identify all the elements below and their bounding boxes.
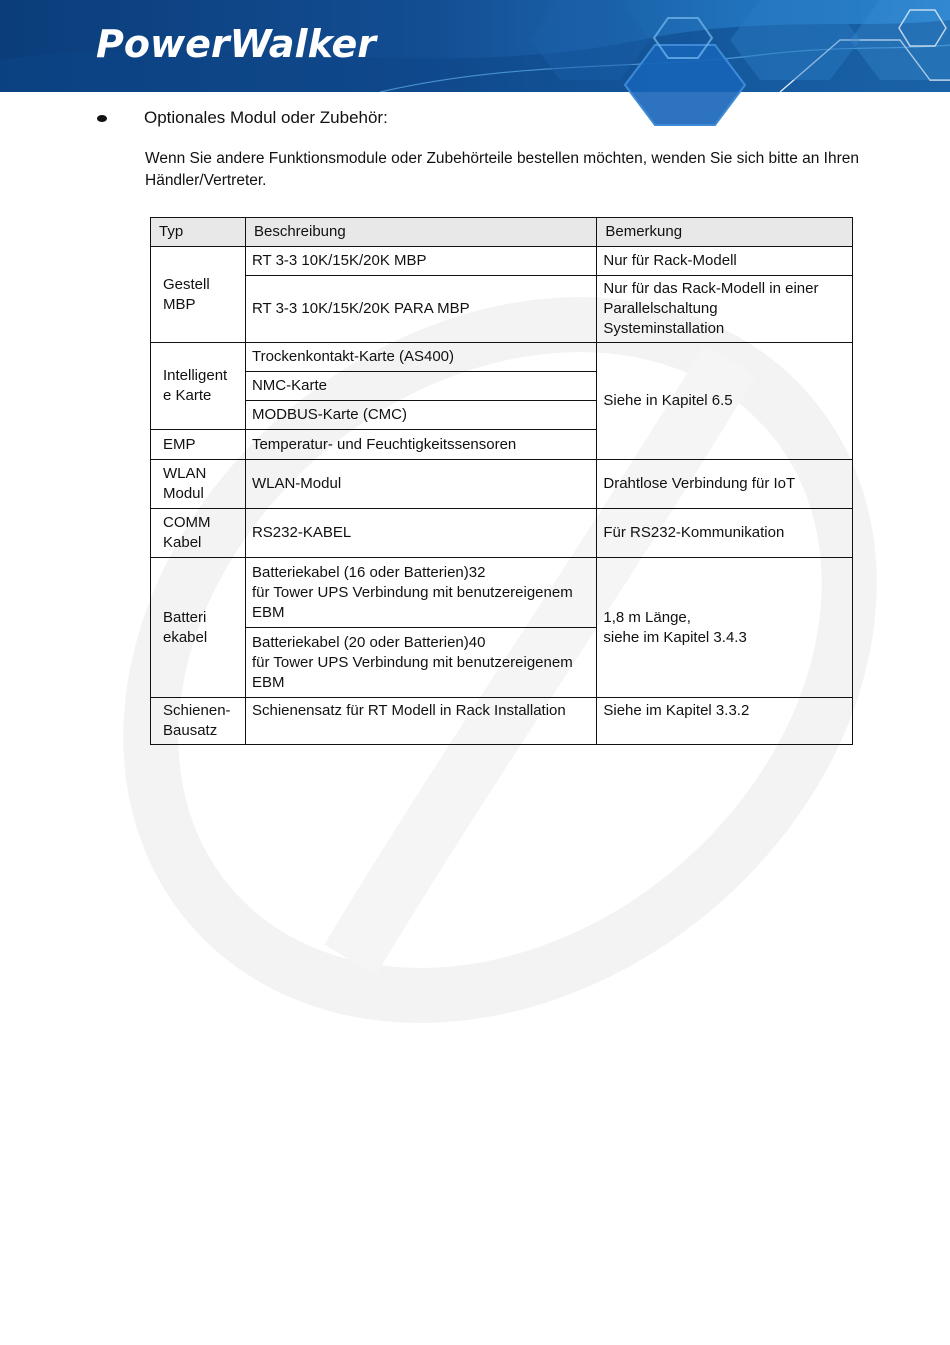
- desc-schienen: Schienensatz für RT Modell in Rack Installation: [245, 698, 596, 745]
- table-header-row: [151, 218, 853, 247]
- remark-schienen: Siehe im Kapitel 3.3.2: [597, 698, 853, 745]
- typ-intelligent: Intelligent e Karte: [151, 343, 246, 430]
- intro-paragraph: Wenn Sie andere Funktionsmodule oder Zubehörteile bestellen möchten, wenden Sie sich bitte an Ihren Händler/Vertreter.: [145, 150, 860, 189]
- remark-wlan: Drahtlose Verbindung für IoT: [597, 460, 853, 509]
- remark-batterie: 1,8 m Länge, siehe im Kapitel 3.4.3: [597, 558, 853, 698]
- typ-emp: EMP: [151, 430, 246, 460]
- desc-gestell-para-mbp: RT 3-3 10K/15K/20K PARA MBP: [245, 276, 596, 343]
- bullet-dot-icon: [97, 115, 107, 122]
- table-row: [151, 343, 853, 372]
- typ-wlan: WLAN Modul: [151, 460, 246, 509]
- remark-intelligent: Siehe in Kapitel 6.5: [597, 343, 853, 460]
- desc-wlan: WLAN-Modul: [245, 460, 596, 509]
- table-row: [151, 558, 853, 628]
- typ-schienen: Schienen- Bausatz: [151, 698, 246, 745]
- page-header-banner: [0, 0, 950, 92]
- table-row: [151, 247, 853, 276]
- header-beschreibung: Beschreibung: [245, 218, 596, 247]
- table-row: [151, 276, 853, 343]
- table-row: [151, 460, 853, 509]
- desc-gestell-mbp: RT 3-3 10K/15K/20K MBP: [245, 247, 596, 276]
- accessories-table: [150, 217, 853, 745]
- header-bemerkung: Bemerkung: [597, 218, 853, 247]
- typ-batterie: Batteri ekabel: [151, 558, 246, 698]
- desc-batterie-16: Batteriekabel (16 oder Batterien)32 für Tower UPS Verbindung mit benutzereigenem EBM: [245, 558, 596, 628]
- table-row: [151, 509, 853, 558]
- remark-gestell-para-mbp: Nur für das Rack-Modell in einer Parallelschaltung Systeminstallation: [597, 276, 853, 343]
- typ-comm: COMM Kabel: [151, 509, 246, 558]
- desc-trockenkontakt: Trockenkontakt-Karte (AS400): [245, 343, 596, 372]
- remark-gestell-mbp: Nur für Rack-Modell: [597, 247, 853, 276]
- desc-modbus: MODBUS-Karte (CMC): [245, 401, 596, 430]
- powerwalker-logo: PowerWalker: [96, 22, 377, 66]
- section-title: Optionales Modul oder Zubehör:: [144, 108, 388, 127]
- remark-comm: Für RS232-Kommunikation: [597, 509, 853, 558]
- desc-emp: Temperatur- und Feuchtigkeitssensoren: [245, 430, 596, 460]
- typ-gestell: Gestell MBP: [151, 247, 246, 343]
- header-typ: Typ: [151, 218, 246, 247]
- table-row: [151, 698, 853, 745]
- desc-batterie-20: Batteriekabel (20 oder Batterien)40 für Tower UPS Verbindung mit benutzereigenem EBM: [245, 628, 596, 698]
- desc-comm: RS232-KABEL: [245, 509, 596, 558]
- desc-nmc: NMC-Karte: [245, 372, 596, 401]
